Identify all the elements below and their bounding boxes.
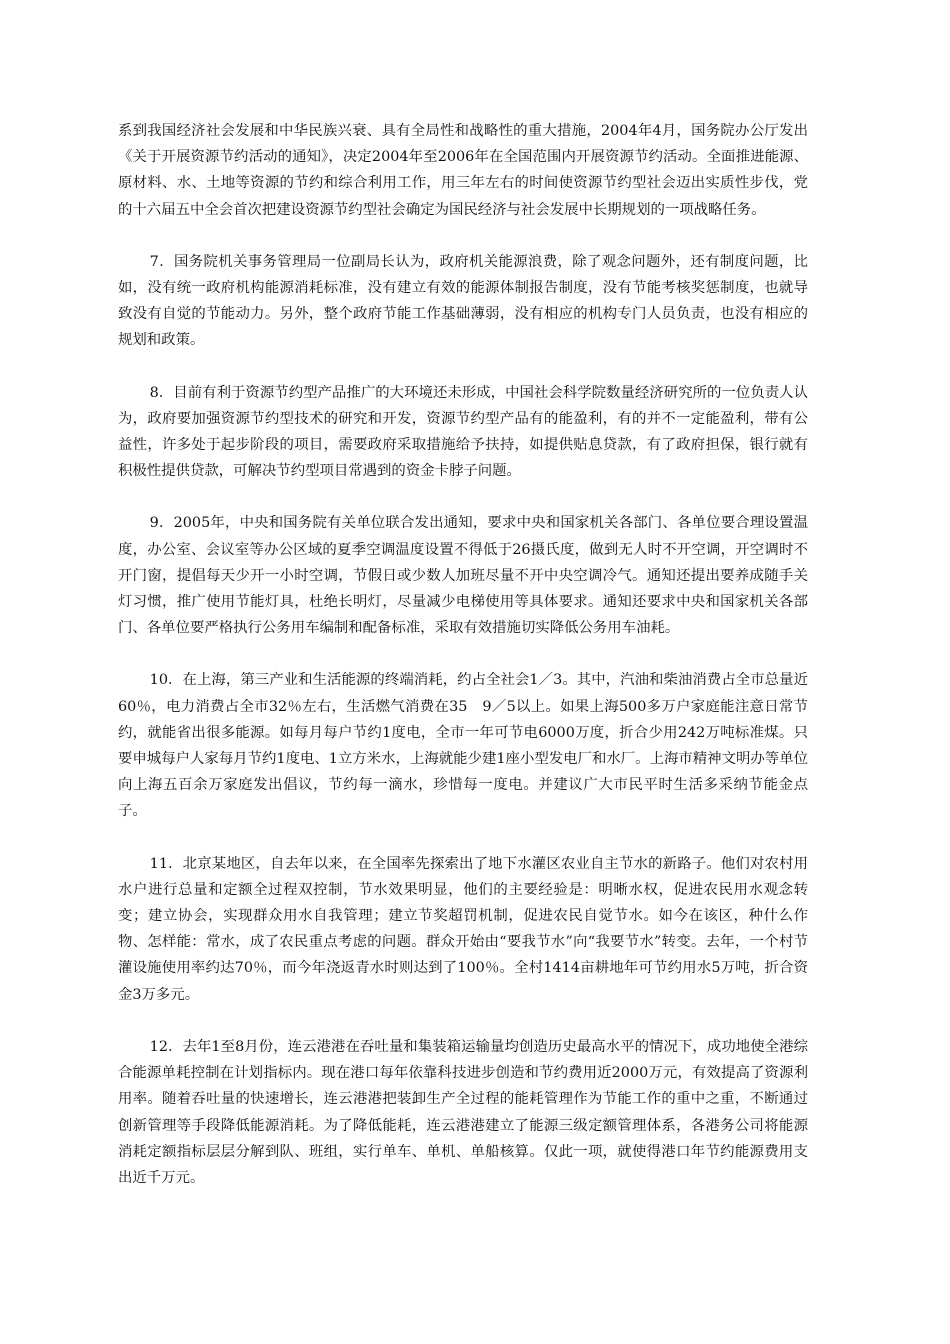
paragraph-item-9: 9．2005年，中央和国务院有关单位联合发出通知，要求中央和国家机关各部门、各单位要合理设置温度，办公室、会议室等办公区域的夏季空调温度设置不得低于26摄氏度，做到无人时不开空调，开空调时不开门窗，提倡每天少开一小时空调，节假日或少数人加班尽量不开中央空调冷气。通知还提出要养成随手关灯习惯，推广使用节能灯具，杜绝长明灯，尽量减少电梯使用等具体要求。通知还要求中央和国家机关各部门、各单位要严格执行公务用车编制和配备标准，采取有效措施切实降低公务用车油耗。	[118, 515, 808, 637]
paragraph-item-10: 10．在上海，第三产业和生活能源的终端消耗，约占全社会1／3。其中，汽油和柴油消费占全市总量近60％，电力消费占全市32％左右，生活燃气消费在35 9／5以上。如果上海500多万户家庭能注意日常节约，就能省出很多能源。如每月每户节约1度电，全市一年可节电6000万度，折合少用242万吨标准煤。只要申城每户人家每月节约1度电、1立方米水，上海就能少建1座小型发电厂和水厂。上海市精神文明办等单位向上海五百余万家庭发出倡议，节约每一滴水，珍惜每一度电。并建议广大市民平时生活多采纳节能金点子。	[118, 672, 808, 820]
paragraph-intro-continuation: 系到我国经济社会发展和中华民族兴衰、具有全局性和战略性的重大措施，2004年4月，国务院办公厅发出《关于开展资源节约活动的通知》，决定2004年至2006年在全国范围内开展资源节约活动。全面推进能源、原材料、水、土地等资源的节约和综合利用工作，用三年左右的时间使资源节约型社会迈出实质性步伐，党的十六届五中全会首次把建设资源节约型社会确定为国民经济与社会发展中长期规划的一项战略任务。	[118, 123, 808, 218]
paragraph-item-8: 8．目前有利于资源节约型产品推广的大环境还未形成，中国社会科学院数量经济研究所的一位负责人认为，政府要加强资源节约型技术的研究和开发，资源节约型产品有的能盈利，有的并不一定能盈利，带有公益性，许多处于起步阶段的项目，需要政府采取措施给予扶持，如提供贴息贷款，有了政府担保，银行就有积极性提供贷款，可解决节约型项目常遇到的资金卡脖子问题。	[118, 384, 808, 480]
paragraph-item-12: 12．去年1至8月份，连云港港在吞吐量和集装箱运输量均创造历史最高水平的情况下，成功地使全港综合能源单耗控制在计划指标内。现在港口每年依靠科技进步创造和节约费用近2000万元，有效提高了资源利用率。随着吞吐量的快速增长，连云港港把装卸生产全过程的能耗管理作为节能工作的重中之重，不断通过创新管理等手段降低能源消耗。为了降低能耗，连云港港建立了能源三级定额管理体系，各港务公司将能源消耗定额指标层层分解到队、班组，实行单车、单机、单船核算。仅此一项，就使得港口年节约能源费用支出近千万元。	[118, 1038, 808, 1186]
paragraph-item-11: 11．北京某地区，自去年以来，在全国率先探索出了地下水灌区农业自主节水的新路子。他们对农村用水户进行总量和定额全过程双控制，节水效果明显，他们的主要经验是：明晰水权，促进农民用水观念转变；建立协会，实现群众用水自我管理；建立节奖超罚机制，促进农民自觉节水。如今在该区，种什么作物、怎样能：常水，成了农民重点考虑的问题。群众开始由“要我节水”向“我要节水”转变。去年，一个村节灌设施使用率约达70％，而今年浇返青水时则达到了100％。全村1414亩耕地年可节约用水5万吨，折合资金3万多元。	[118, 855, 808, 1003]
paragraph-item-7: 7．国务院机关事务管理局一位副局长认为，政府机关能源浪费，除了观念问题外，还有制度问题，比如，没有统一政府机构能源消耗标准，没有建立有效的能源体制报告制度，没有节能考核奖惩制度，也就导致没有自觉的节能动力。另外，整个政府节能工作基础薄弱，没有相应的机构专门人员负责，也没有相应的规划和政策。	[118, 253, 808, 349]
document-page	[118, 118, 808, 1217]
